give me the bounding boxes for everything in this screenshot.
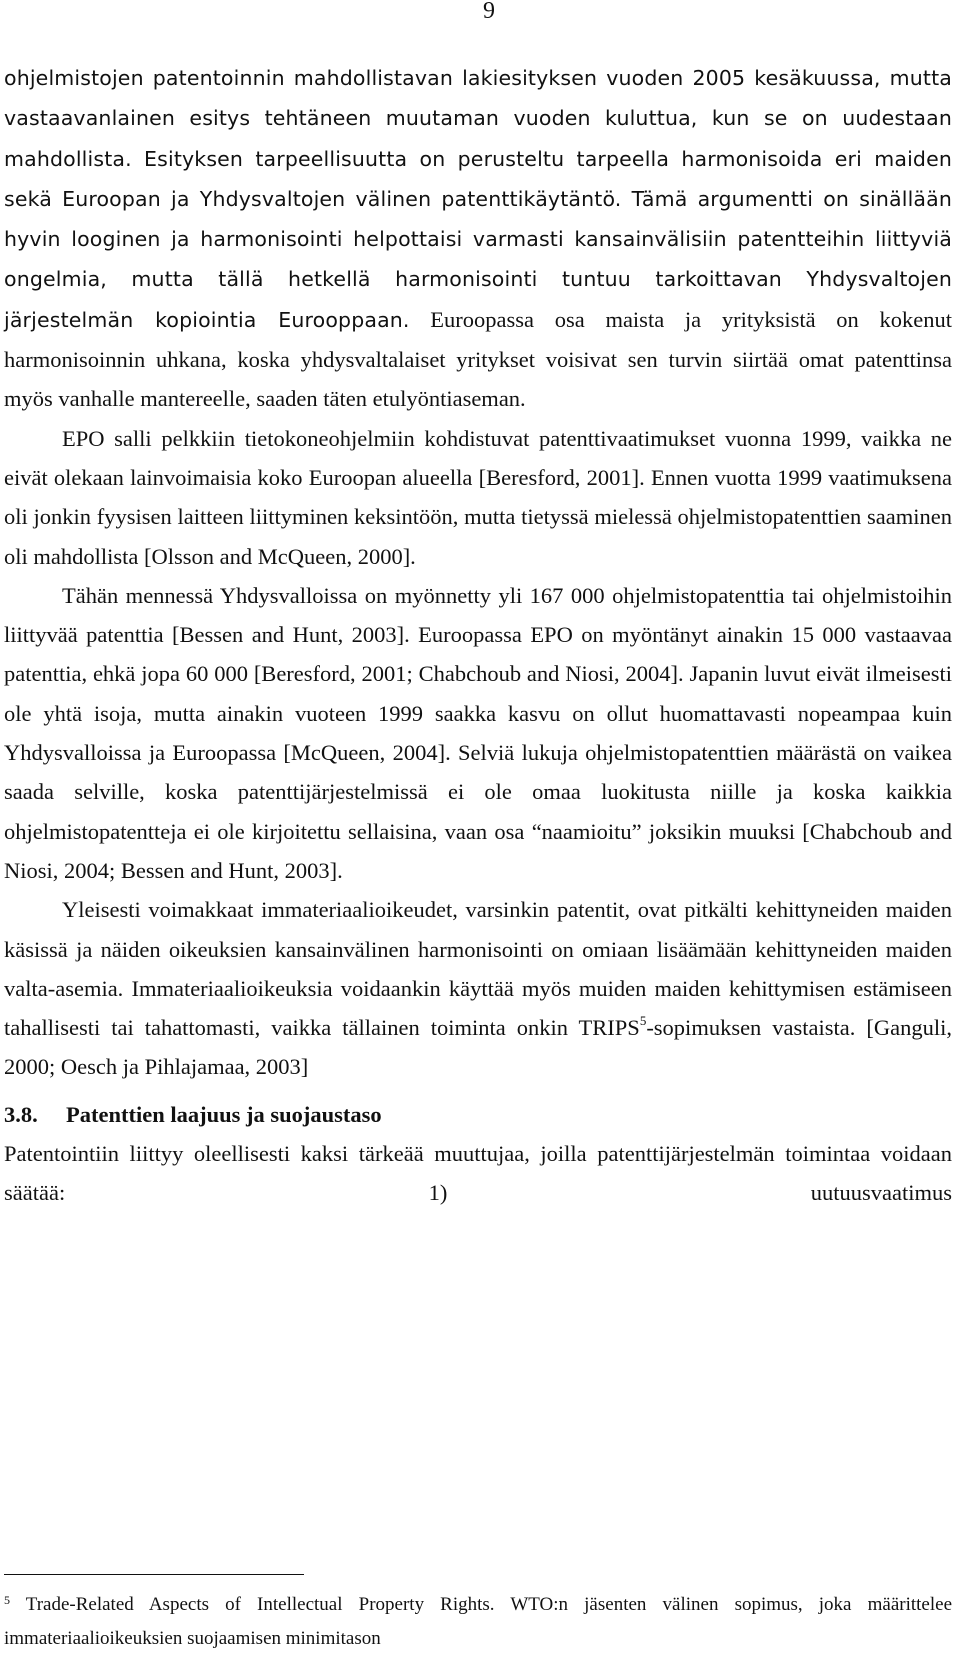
paragraph-2: EPO salli pelkkiin tietokoneohjelmiin kohdistuvat patenttivaatimukset vuonna 1999, vaikka ne eivät olekaan lainvoimaisia koko Euroopan alueella [Beresford, 2001]. Ennen vuotta 1999 vaatimuksena oli jonkin fyysisen laitteen liittyminen keksintöön, mutta tietyssä mielessä ohjelmistopatenttien saaminen oli mahdollista [Olsson and McQueen, 2000]. [4,425,952,569]
footnote-text: Trade-Related Aspects of Intellectual Property Rights. WTO:n jäsenten välinen sopimus, joka määrittelee immateriaalioikeuksien suojaamisen minimitason [4,1594,952,1649]
paragraph-1 [4,58,952,419]
paragraph-4-tail: -sopimuksen vastaista. [Ganguli, 2000; Oesch ja Pihlajamaa, 2003] [4,1015,952,1080]
body-text [4,58,952,1213]
paragraph-4 [4,890,952,1086]
footnote-marker: 5 [4,1593,10,1607]
footnote-divider [4,1574,304,1575]
section-heading [4,1095,952,1134]
page-number: 9 [483,0,495,24]
paragraph-4-text: Yleisesti voimakkaat immateriaalioikeudet, varsinkin patentit, ovat pitkälti kehittyneiden maiden käsissä ja näiden oikeuksien kansainvälinen harmonisointi on omiaan lisäämään kehittyneiden maiden valta-asemia. Immateriaalioikeuksia voidaankin käyttää myös muiden maiden kehittymisen estämiseen tahallisesti tai tahattomasti, vaikka tällainen toiminta onkin TRIPS [4,897,952,1041]
footnote-reference: 5 [639,1013,647,1029]
section-title: Patenttien laajuus ja suojaustaso [66,1101,382,1127]
paragraph-1-serif-part: Euroopassa osa maista ja yrityksistä on kokenut harmonisoinnin uhkana, koska yhdysvaltalaiset yritykset voisivat sen turvin siirtää omat patenttinsa myös vanhalle mantereelle, saaden täten etulyöntiaseman. [4,306,952,412]
paragraph-3: Tähän mennessä Yhdysvalloissa on myönnetty yli 167 000 ohjelmistopatenttia tai ohjelmistoihin liittyvää patenttia [Bessen and Hunt, 2003]. Euroopassa EPO on myöntänyt ainakin 15 000 vastaavaa patenttia, ehkä jopa 60 000 [Beresford, 2001; Chabchoub and Niosi, 2004]. Japanin luvut eivät ilmeisesti ole yhtä isoja, mutta ainakin vuoteen 1999 saakka kasvu on ollut huomattavasti nopeampaa kuin Yhdysvalloissa ja Euroopassa [McQueen, 2004]. Selviä lukuja ohjelmistopatenttien määrästä on vaikea saada selville, koska patenttijärjestelmissä ei ole omaa luokitusta niille ja koska kaikkia ohjelmistopatentteja ei ole kirjoitettu sellaisina, vaan osa “naamioitu” joksikin muuksi [Chabchoub and Niosi, 2004; Bessen and Hunt, 2003]. [4,582,952,883]
section-number: 3.8. [4,1101,38,1127]
paragraph-5: Patentointiin liittyy oleellisesti kaksi tärkeää muuttujaa, joilla patenttijärjestelmän toimintaa voidaan säätää: 1) uutuusvaatimus [4,1141,952,1206]
footnote [4,1588,952,1656]
paragraph-1-sans-part: ohjelmistojen patentoinnin mahdollistavan lakiesityksen vuoden 2005 kesäkuussa, mutta vastaavanlainen esitys tehtäneen muutaman vuoden kuluttua, kun se on uudestaan mahdollista. Esityksen tarpeellisuutta on perusteltu tarpeella harmonisoida eri maiden sekä Euroopan ja Yhdysvaltojen välinen patenttikäytäntö. Tämä argumentti on sinällään hyvin looginen ja harmonisointi helpottaisi varmasti kansainvälisiin patentteihin liittyviä ongelmia, mutta tällä hetkellä harmonisointi tuntuu tarkoittavan Yhdysvaltojen järjestelmän kopiointia Eurooppaan. [4,66,952,332]
